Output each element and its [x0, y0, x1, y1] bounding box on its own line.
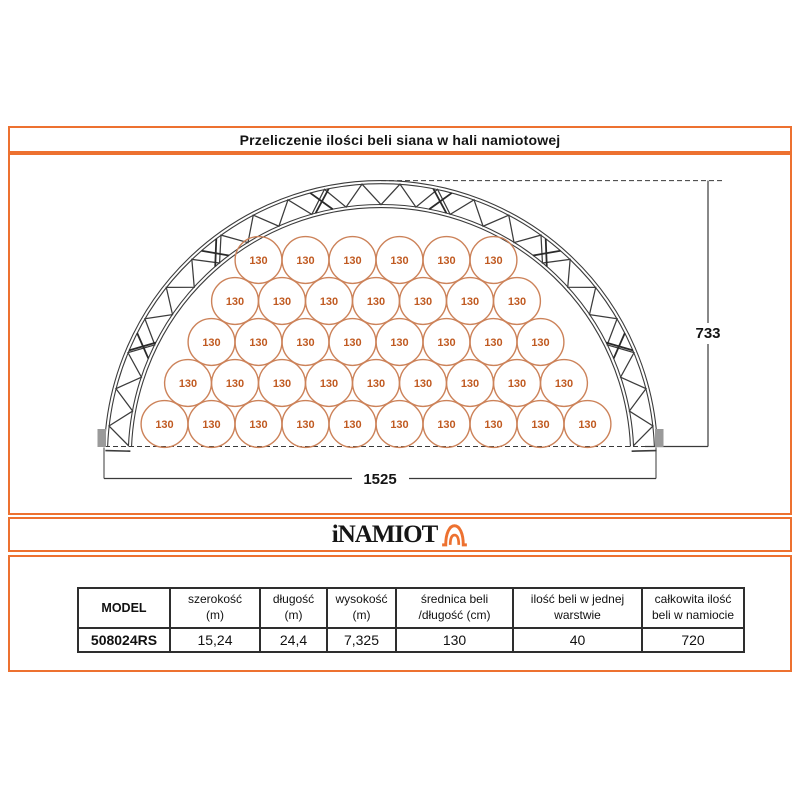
bale-diameter-label: 130	[413, 296, 433, 308]
table-cell: 15,24	[170, 628, 260, 652]
bale-diameter-label: 130	[437, 419, 456, 431]
bale-diameter-label: 130	[507, 296, 527, 308]
bale-diameter-label: 130	[366, 296, 386, 308]
bale-diameter-label: 130	[343, 255, 362, 267]
logo-text: iNAMIOT	[331, 521, 438, 548]
table-header-cell: wysokość (m)	[327, 588, 396, 628]
bale-diameter-label: 130	[296, 337, 315, 349]
bale-diameter-label: 130	[484, 337, 503, 349]
table-cell: 24,4	[260, 628, 327, 652]
table-cell: 508024RS	[78, 628, 170, 652]
table-header-cell: ilość beli w jednej warstwie	[513, 588, 642, 628]
bale-diameter-label: 130	[460, 378, 480, 390]
title-bar	[8, 126, 792, 153]
bale-diameter-label: 130	[155, 419, 174, 431]
table-cell: 130	[396, 628, 513, 652]
bale-diameter-label: 130	[202, 419, 221, 431]
table-header-cell: średnica beli /długość (cm)	[396, 588, 513, 628]
bale-diameter-label: 130	[249, 337, 268, 349]
bale-diameter-label: 130	[390, 255, 409, 267]
table-cell: 720	[642, 628, 744, 652]
table-header-cell: długość (m)	[260, 588, 327, 628]
bale-diameter-label: 130	[296, 419, 315, 431]
table-header-cell: MODEL	[78, 588, 170, 628]
bale-diameter-label: 130	[390, 337, 409, 349]
bale-diameter-label: 130	[249, 255, 268, 267]
arch-end-post	[632, 451, 657, 452]
table-header-row	[78, 588, 744, 628]
table-header-cell: szerokość (m)	[170, 588, 260, 628]
arch-foot-left	[98, 429, 107, 447]
spec-table-body	[78, 628, 744, 652]
bale-diameter-label: 130	[437, 337, 456, 349]
bale-diameter-label: 130	[178, 378, 198, 390]
bale-diameter-label: 130	[578, 419, 597, 431]
arch-foot-right	[655, 429, 664, 447]
bale-diameter-label: 130	[531, 337, 550, 349]
bale-diameter-label: 130	[272, 378, 292, 390]
table-cell: 40	[513, 628, 642, 652]
spec-table-head	[78, 588, 744, 628]
bale-diameter-label: 130	[272, 296, 292, 308]
bale-diameter-label: 130	[484, 419, 503, 431]
bale-diameter-label: 130	[343, 337, 362, 349]
bale-diameter-label: 130	[225, 378, 245, 390]
bale-diameter-label: 130	[507, 378, 527, 390]
bale-diameter-label: 130	[484, 255, 503, 267]
bale-diameter-label: 130	[343, 419, 362, 431]
spec-table	[77, 587, 745, 653]
bale-diameter-label: 130	[202, 337, 221, 349]
bale-diameter-label: 130	[554, 378, 574, 390]
bale-diameter-label: 130	[319, 378, 339, 390]
bale-diameter-label: 130	[390, 419, 409, 431]
bale-diameter-label: 130	[296, 255, 315, 267]
truss-joint	[546, 239, 547, 267]
bale-diameter-label: 130	[437, 255, 456, 267]
bale-diameter-label: 130	[460, 296, 480, 308]
table-cell: 7,325	[327, 628, 396, 652]
tent-cross-section-diagram	[10, 155, 790, 513]
page-title: Przeliczenie ilości beli siana w hali namiotowej	[239, 131, 561, 148]
table-section	[8, 555, 792, 672]
width-dimension-label: 1525	[363, 471, 397, 488]
truss-joint	[433, 189, 446, 214]
bale-diameter-label: 130	[319, 296, 339, 308]
bale-diameter-label: 130	[249, 419, 268, 431]
arch-chord	[108, 184, 655, 447]
tent-icon	[441, 522, 468, 547]
table-row	[78, 628, 744, 652]
table-header-cell: całkowita ilość beli w namiocie	[642, 588, 744, 628]
bale-diameter-label: 130	[413, 378, 433, 390]
height-dimension-label: 733	[695, 325, 721, 342]
bale-diameter-label: 130	[531, 419, 550, 431]
bale-diameter-label: 130	[225, 296, 245, 308]
logo-bar	[8, 517, 792, 552]
bale-diameter-label: 130	[366, 378, 386, 390]
arch-end-post	[105, 451, 130, 452]
